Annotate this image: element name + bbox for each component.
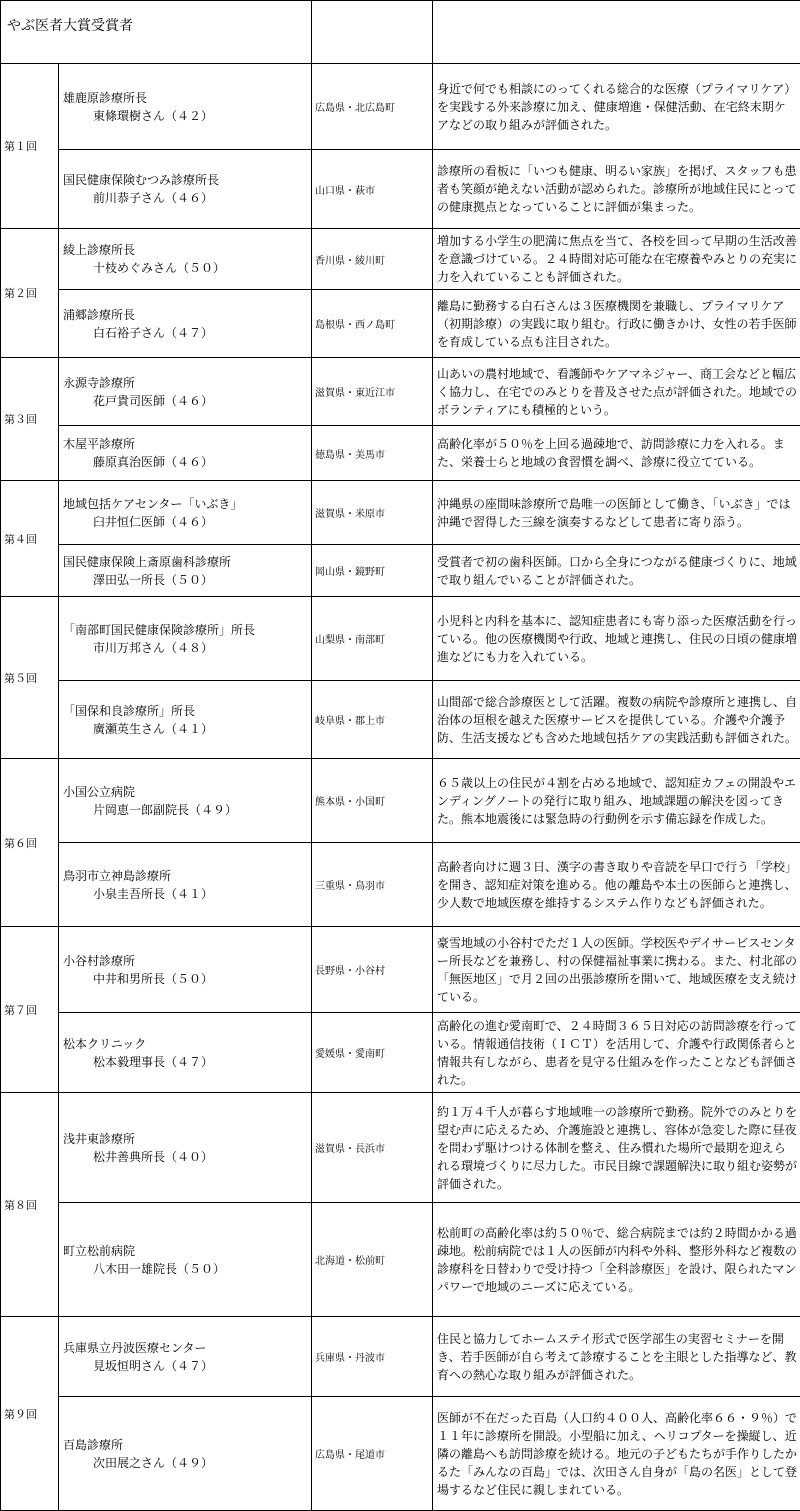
description-cell: 山あいの農村地域で、看護師やケアマネジャー、商工会などと幅広く協力し、在宅でのみとりを普及させた点が評価された。地域でのボランティアにも積極的という。 — [433, 358, 800, 426]
recipient-name: 廣瀬英生さん（４１） — [63, 720, 307, 738]
recipient-cell — [59, 481, 312, 545]
recipient-name: 東條環樹さん（４２） — [63, 107, 307, 125]
recipient-cell — [59, 1013, 312, 1093]
institution-name: 「南部町国民健康保険診療所」所長 — [63, 621, 307, 639]
recipient-cell — [59, 927, 312, 1013]
description-cell: 身近で何でも相談にのってくれる総合的な医療（プライマリケア）を実践する外来診療に加え、健康増進・保健活動、在宅終末期ケアなどの取り組みが評価された。 — [433, 64, 800, 150]
description-cell: 沖縄県の座間味診療所で島唯一の医師として働き、「いぶき」では沖縄で習得した三線を演奏するなどして患者に寄り添う。 — [433, 481, 800, 545]
recipient-cell — [59, 1203, 312, 1317]
institution-name: 町立松前病院 — [63, 1242, 307, 1260]
table-row — [1, 759, 800, 843]
location-cell: 長野県・小谷村 — [312, 927, 433, 1013]
description-cell: ６５歳以上の住民が４割を占める地域で、認知症カフェの開設やエンディングノートの発行に取り組み、地域課題の解決を図ってきた。熊本地震後には緊急時の行動例を示す備忘録を作成した。 — [433, 759, 800, 843]
round-label: 第６回 — [1, 759, 59, 927]
recipient-cell — [59, 229, 312, 290]
institution-name: 国民健康保険上斎原歯科診療所 — [63, 553, 307, 571]
recipient-name: 十枝めぐみさん（５０） — [63, 259, 307, 277]
table-row — [1, 927, 800, 1013]
description-cell: 約１万４千人が暮らす地域唯一の診療所で勤務。院外でのみとりを望む声に応えるため、介護施設と連携し、容体が急変した際に昼夜を問わず駆けつける体制を整え、住み慣れた場所で最期を迎えられる環境づくりに尽力した。市民目線で課題解決に取り組む姿勢が評価された。 — [433, 1093, 800, 1203]
table-row — [1, 1317, 800, 1397]
table-row — [1, 426, 800, 481]
location-cell: 広島県・尾道市 — [312, 1397, 433, 1511]
location-cell: 愛媛県・愛南町 — [312, 1013, 433, 1093]
round-label: 第２回 — [1, 229, 59, 358]
recipient-name: 八木田一雄院長（５０） — [63, 1260, 307, 1278]
table-row — [1, 843, 800, 927]
institution-name: 木屋平診療所 — [63, 435, 307, 453]
institution-name: 国民健康保険むつみ診療所長 — [63, 171, 307, 189]
location-cell: 岐阜県・郡上市 — [312, 681, 433, 759]
header-empty-cell — [312, 1, 433, 64]
recipient-cell — [59, 545, 312, 597]
round-label: 第３回 — [1, 358, 59, 481]
location-cell: 香川県・綾川町 — [312, 229, 433, 290]
description-cell: 診療所の看板に「いつも健康、明るい家族」を掲げ、スタッフも患者も笑顔が絶えない活動が認められた。診療所が地域住民にとっての健康拠点となっていることに評価が集まった。 — [433, 150, 800, 229]
location-cell: 滋賀県・米原市 — [312, 481, 433, 545]
recipient-name: 藤原真治医師（４６） — [63, 453, 307, 471]
institution-name: 百島診療所 — [63, 1436, 307, 1454]
recipient-name: 白石裕子さん（４７） — [63, 324, 307, 342]
recipient-cell — [59, 681, 312, 759]
recipient-cell — [59, 426, 312, 481]
recipient-cell — [59, 597, 312, 681]
description-cell: 離島に勤務する白石さんは３医療機関を兼職し、プライマリケア（初期診療）の実践に取り組む。行政に働きかけ、女性の若手医師を育成している点も注目された。 — [433, 290, 800, 358]
table-row — [1, 150, 800, 229]
table-row — [1, 358, 800, 426]
location-cell: 三重県・鳥羽市 — [312, 843, 433, 927]
table-row — [1, 229, 800, 290]
location-cell: 山口県・萩市 — [312, 150, 433, 229]
institution-name: 雄鹿原診療所長 — [63, 89, 307, 107]
description-cell: 高齢者向けに週３日、漢字の書き取りや音読を早口で行う「学校」を開き、認知症対策を進める。他の離島や本土の医師らと連携し、少人数で地域医療を維持するシステム作りなども評価された。 — [433, 843, 800, 927]
round-label: 第７回 — [1, 927, 59, 1093]
recipient-cell — [59, 64, 312, 150]
description-cell: 山間部で総合診療医として活躍。複数の病院や診療所と連携し、自治体の垣根を越えた医療サービスを提供している。介護や介護予防、生活支援なども含めた地域包括ケアの実践活動も評価された。 — [433, 681, 800, 759]
description-cell: 高齢化率が５０％を上回る過疎地で、訪問診療に力を入れる。また、栄養士らと地域の食習慣を調べ、診療に役立てている。 — [433, 426, 800, 481]
description-cell: 豪雪地域の小谷村でただ１人の医師。学校医やデイサービスセンター所長などを兼務し、村の保健福祉事業に携わる。また、村北部の「無医地区」で月２回の出張診療所を開いて、地域医療を支え続けている。 — [433, 927, 800, 1013]
recipient-cell — [59, 358, 312, 426]
location-cell: 広島県・北広島町 — [312, 64, 433, 150]
table-row — [1, 1397, 800, 1511]
round-label: 第９回 — [1, 1317, 59, 1511]
institution-name: 浦郷診療所長 — [63, 306, 307, 324]
description-cell: 松前町の高齢化率は約５０％で、総合病院までは約２時間かかる過疎地。松前病院では１人の医師が内科や外科、整形外科など複数の診療科を日替わりで受け持つ「全科診療医」を設け、限られたマンパワーで地域のニーズに応えている。 — [433, 1203, 800, 1317]
institution-name: 小谷村診療所 — [63, 952, 307, 970]
header-empty-cell — [433, 1, 800, 64]
description-cell: 高齢化の進む愛南町で、２４時間３６５日対応の訪問診療を行っている。情報通信技術（ＩＣＴ）を活用して、介護や行政関係者らと情報共有しながら、患者を見守る仕組みを作ったことなども評価された。 — [433, 1013, 800, 1093]
institution-name: 小国公立病院 — [63, 783, 307, 801]
institution-name: 「国保和良診療所」所長 — [63, 702, 307, 720]
description-cell: 小児科と内科を基本に、認知症患者にも寄り添った医療活動を行っている。他の医療機関や行政、地域と連携し、住民の日頃の健康増進などにも力を入れている。 — [433, 597, 800, 681]
institution-name: 兵庫県立丹波医療センター — [63, 1339, 307, 1357]
recipient-name: 澤田弘一所長（５０） — [63, 571, 307, 589]
recipient-name: 臼井恒仁医師（４６） — [63, 513, 307, 531]
round-label: 第５回 — [1, 597, 59, 759]
location-cell: 兵庫県・丹波市 — [312, 1317, 433, 1397]
recipient-cell — [59, 290, 312, 358]
location-cell: 岡山県・鏡野町 — [312, 545, 433, 597]
location-cell: 徳島県・美馬市 — [312, 426, 433, 481]
round-label: 第８回 — [1, 1093, 59, 1317]
recipient-name: 松井善典所長（４０） — [63, 1148, 307, 1166]
recipient-name: 前川恭子さん（４６） — [63, 189, 307, 207]
recipient-name: 片岡恵一郎副院長（４９） — [63, 801, 307, 819]
recipient-name: 次田展之さん（４９） — [63, 1454, 307, 1472]
recipient-name: 花戸貴司医師（４６） — [63, 392, 307, 410]
table-row — [1, 64, 800, 150]
description-cell: 増加する小学生の肥満に焦点を当て、各校を回って早期の生活改善を意識づけている。２４時間対応可能な在宅療養やみとりの充実に力を入れていることも評価された。 — [433, 229, 800, 290]
location-cell: 滋賀県・長浜市 — [312, 1093, 433, 1203]
recipient-name: 中井和男所長（５０） — [63, 970, 307, 988]
institution-name: 松本クリニック — [63, 1035, 307, 1053]
location-cell: 山梨県・南部町 — [312, 597, 433, 681]
description-cell: 医師が不在だった百島（人口約４００人、高齢化率６６・９％）で１１年に診療所を開設。小型船に加え、ヘリコプターを操縦し、近隣の離島へも訪問診療を続ける。地元の子どもたちが手作りしたかるた「みんなの百島」では、次田さん自身が「島の名医」として登場するなど住民に親しまれている。 — [433, 1397, 800, 1511]
table-row — [1, 290, 800, 358]
recipient-cell — [59, 843, 312, 927]
location-cell: 熊本県・小国町 — [312, 759, 433, 843]
recipient-cell — [59, 759, 312, 843]
recipient-name: 見坂恒明さん（４７） — [63, 1357, 307, 1375]
recipient-cell — [59, 1317, 312, 1397]
table-row — [1, 1013, 800, 1093]
recipient-name: 市川万邦さん（４８） — [63, 639, 307, 657]
recipient-cell — [59, 1093, 312, 1203]
table-row — [1, 481, 800, 545]
institution-name: 綾上診療所長 — [63, 241, 307, 259]
institution-name: 鳥羽市立神島診療所 — [63, 867, 307, 885]
description-cell: 住民と協力してホームステイ形式で医学部生の実習セミナーを開き、若手医師が自ら考えて診療することを主眼とした指導など、教育への熱心な取り組みが評価された。 — [433, 1317, 800, 1397]
institution-name: 地域包括ケアセンター「いぶき」 — [63, 495, 307, 513]
table-row — [1, 681, 800, 759]
location-cell: 北海道・松前町 — [312, 1203, 433, 1317]
description-cell: 受賞者で初の歯科医師。口から全身につながる健康づくりに、地域で取り組んでいることが評価された。 — [433, 545, 800, 597]
location-cell: 島根県・西ノ島町 — [312, 290, 433, 358]
round-label: 第４回 — [1, 481, 59, 597]
institution-name: 永源寺診療所 — [63, 374, 307, 392]
recipient-name: 小泉圭吾所長（４１） — [63, 885, 307, 903]
round-label: 第１回 — [1, 64, 59, 229]
table-row — [1, 1093, 800, 1203]
page-title: やぶ医者大賞受賞者 — [1, 1, 312, 64]
recipient-cell — [59, 1397, 312, 1511]
table-row — [1, 545, 800, 597]
recipient-cell — [59, 150, 312, 229]
institution-name: 浅井東診療所 — [63, 1130, 307, 1148]
header-row — [1, 1, 800, 64]
recipient-name: 松本毅理事長（４７） — [63, 1053, 307, 1071]
table-row — [1, 1203, 800, 1317]
location-cell: 滋賀県・東近江市 — [312, 358, 433, 426]
table-row — [1, 597, 800, 681]
